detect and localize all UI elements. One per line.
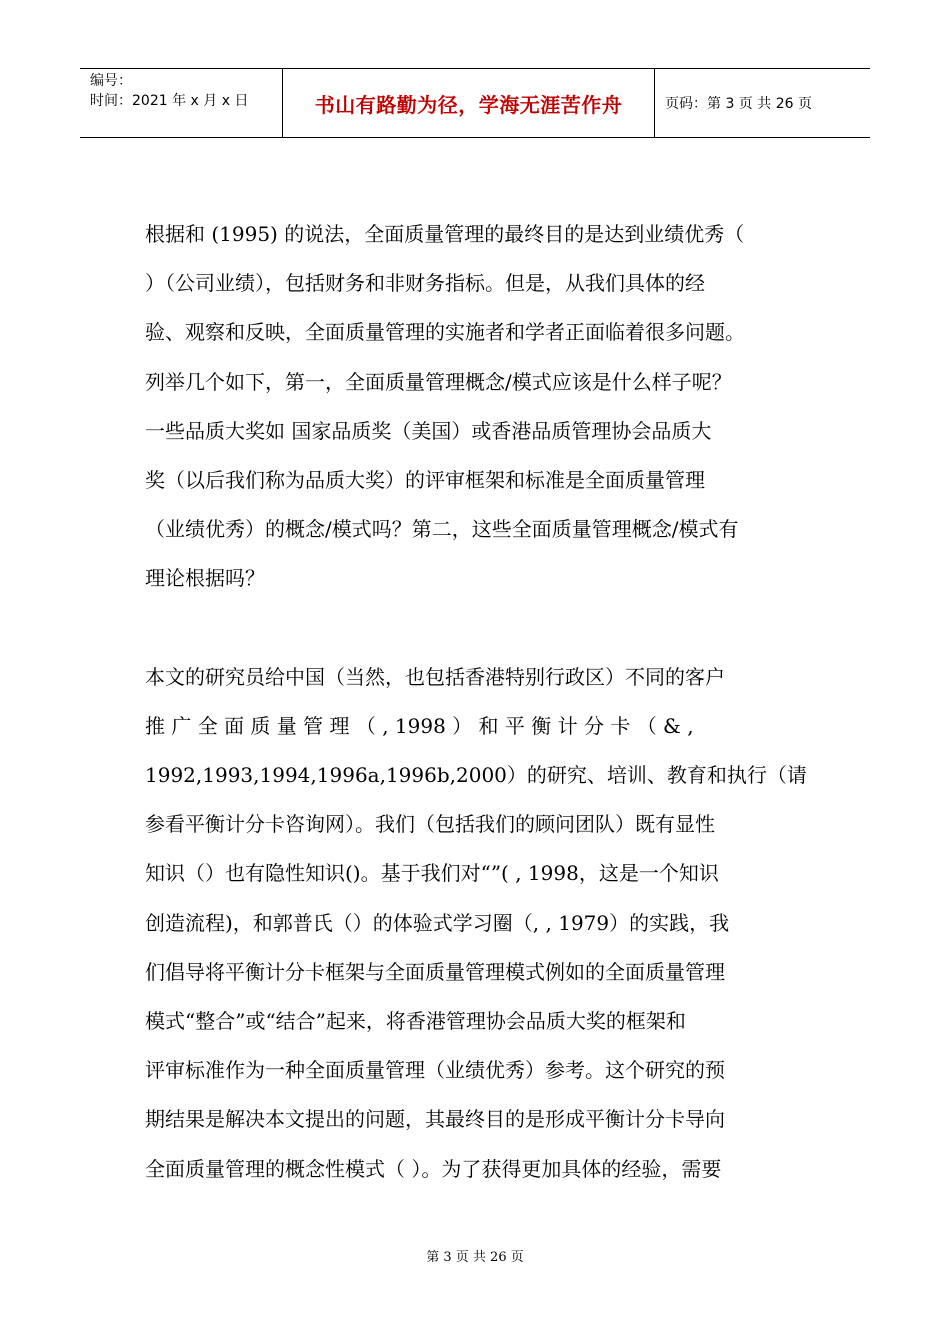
text-line: 推 广 全 面 质 量 管 理 （ , 1998 ） 和 平 衡 计 分 卡 （ & , bbox=[145, 713, 694, 738]
text-line: 模式“整合”或“结合”起来，将香港管理协会品质大奖的框架和 bbox=[145, 1009, 686, 1033]
header-meta bbox=[80, 69, 282, 137]
text-line: 列举几个如下，第一，全面质量管理概念/模式应该是什么样子呢？ bbox=[145, 369, 732, 394]
text-line: 期结果是解决本文提出的问题，其最终目的是形成平衡计分卡导向 bbox=[145, 1107, 725, 1132]
text-line: 知识（）也有隐性知识()。基于我们对“”( , 1998，这是一个知识 bbox=[145, 861, 719, 886]
text-line: 理论根据吗？ bbox=[145, 566, 265, 591]
document-number-label: 编号： bbox=[90, 73, 132, 89]
text-line: 评审标准作为一种全面质量管理（业绩优秀）参考。这个研究的预 bbox=[145, 1058, 725, 1083]
text-line: ）（公司业绩），包括财务和非财务指标。但是，从我们具体的经 bbox=[145, 271, 705, 296]
page-footer: 第 3 页 共 26 页 bbox=[426, 1250, 524, 1265]
page-header bbox=[80, 68, 870, 138]
header-motto: 书山有路勤为径，学海无涯苦作舟 bbox=[282, 69, 655, 137]
text-line: 全面质量管理的概念性模式（ ）。为了获得更加具体的经验，需要 bbox=[145, 1156, 722, 1181]
text-line: 创造流程)，和郭普氏（）的体验式学习圈（, , 1979）的实践，我 bbox=[145, 910, 730, 935]
text-line: 奖（以后我们称为品质大奖）的评审框架和标准是全面质量管理 bbox=[145, 467, 705, 492]
header-page-info: 页码：第 3 页 共 26 页 bbox=[665, 96, 812, 112]
text-line: 们倡导将平衡计分卡框架与全面质量管理模式例如的全面质量管理 bbox=[145, 959, 725, 984]
document-body bbox=[145, 210, 813, 1194]
paragraph-2 bbox=[145, 653, 813, 1194]
text-line: （业绩优秀）的概念/模式吗？第二，这些全面质量管理概念/模式有 bbox=[145, 517, 739, 542]
text-line: 参看平衡计分卡咨询网）。我们（包括我们的顾问团队）既有显性 bbox=[145, 812, 715, 837]
text-line: 本文的研究员给中国（当然，也包括香港特别行政区）不同的客户 bbox=[145, 664, 725, 689]
text-line: 一些品质大奖如 国家品质奖（美国）或香港品质管理协会品质大 bbox=[145, 418, 712, 443]
text-line: 验、观察和反映，全面质量管理的实施者和学者正面临着很多问题。 bbox=[145, 320, 745, 345]
text-line: 根据和 (1995) 的说法，全面质量管理的最终目的是达到业绩优秀（ bbox=[145, 222, 745, 246]
paragraph-1 bbox=[145, 210, 813, 604]
text-line: 1992,1993,1994,1996a,1996b,2000）的研究、培训、教育和执行（请 bbox=[145, 763, 807, 788]
document-time-label: 时间：2021 年 x 月 x 日 bbox=[90, 93, 249, 109]
paragraph-gap bbox=[145, 604, 813, 653]
